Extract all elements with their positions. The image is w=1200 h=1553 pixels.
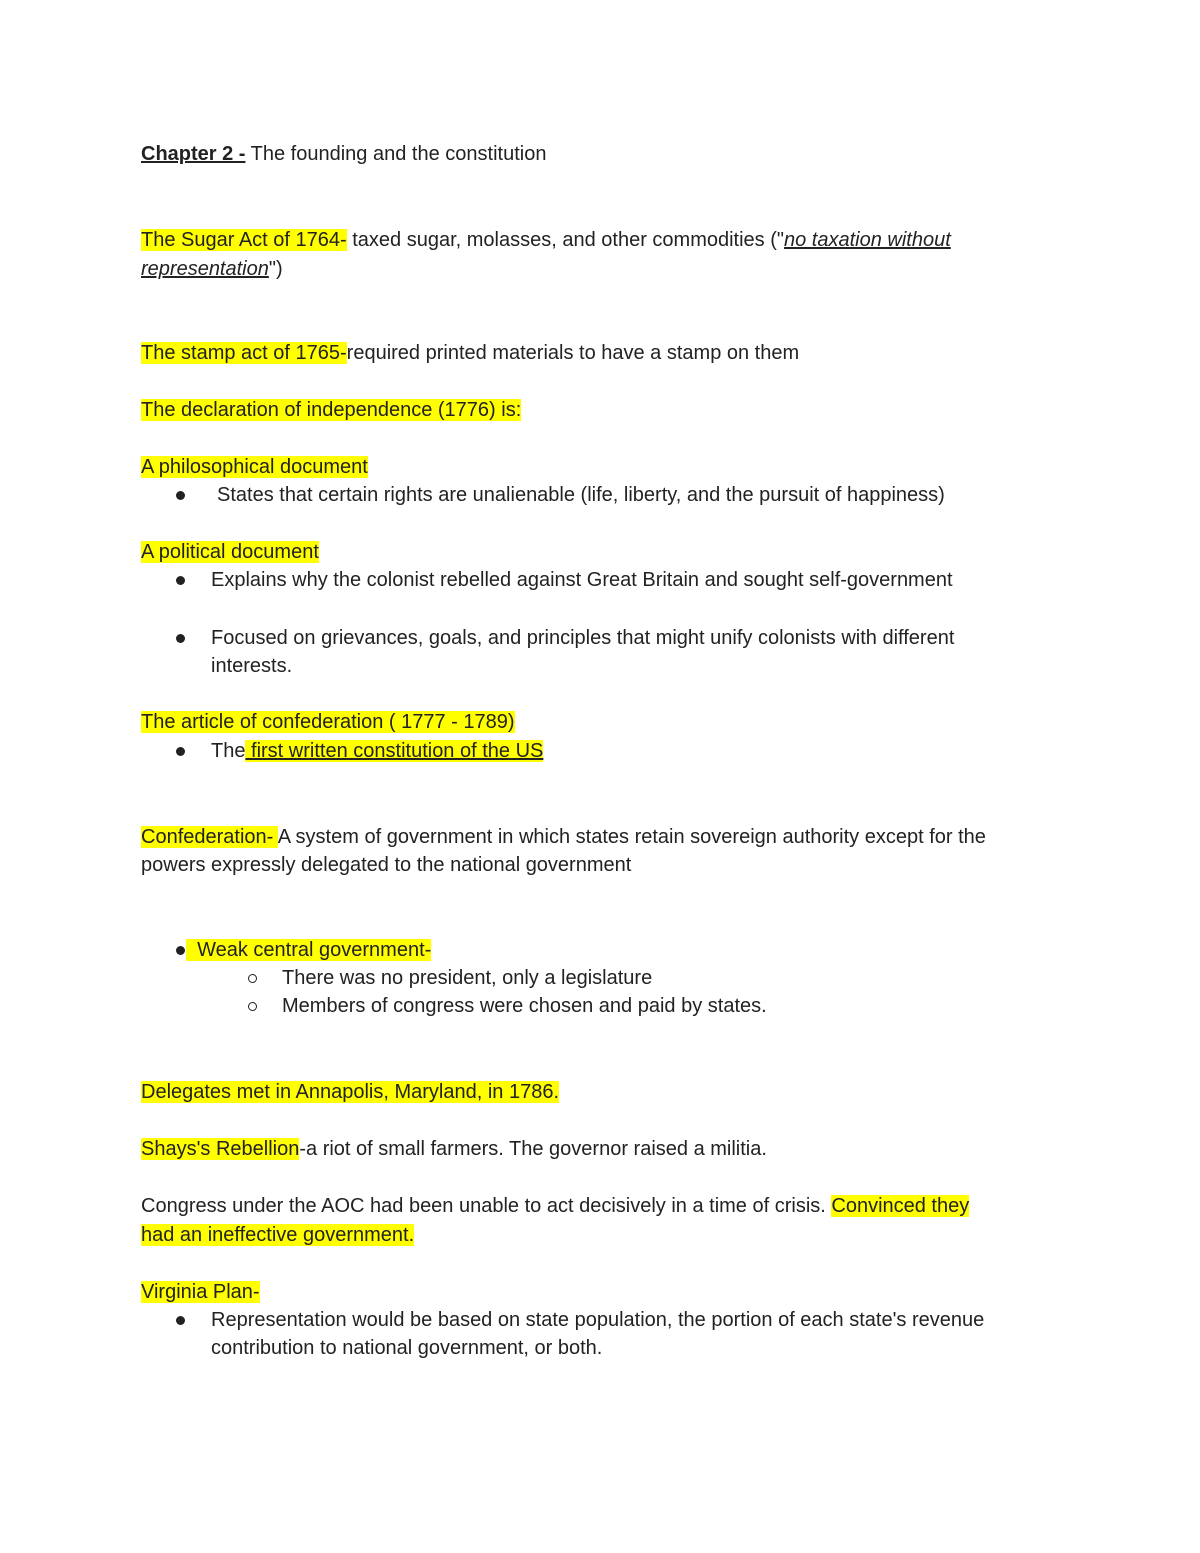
bullet-icon [176,1316,185,1325]
confederation-text: A system of government in which states retain sovereign authority except for the [277,826,986,848]
sugar-act-quote-2: representation [141,258,269,280]
political-term: A political document [141,541,319,563]
philosophical-line [141,453,368,481]
congress-text: Congress under the AOC had been unable to act decisively in a time of crisis. [141,1195,832,1217]
bullet-icon [176,946,185,955]
congress-highlight: Convinced they [831,1195,970,1217]
chapter-heading [141,140,546,168]
weak-government-sub-1: There was no president, only a legislature [282,967,653,989]
bullet-icon [176,747,185,756]
political-bullet-2: Focused on grievances, goals, and principles that might unify colonists with different [211,627,955,649]
congress-line [141,1192,969,1220]
shays-text: -a riot of small farmers. The governor raised a militia. [299,1138,767,1160]
sugar-act-term: The Sugar Act of 1764- [141,229,347,251]
articles-bullet [211,737,543,765]
declaration-line [141,396,521,424]
shays-line [141,1135,767,1163]
bullet-icon [176,491,185,500]
shays-term: Shays's Rebellion [141,1138,300,1160]
annapolis-line [141,1078,559,1106]
sugar-act-line-2 [141,255,283,283]
congress-line-2 [141,1221,414,1249]
sugar-act-quote: no taxation without [784,229,951,251]
weak-government-sub-2: Members of congress were chosen and paid by states. [282,995,767,1017]
chapter-label: Chapter 2 - [141,143,246,165]
political-bullet-1: Explains why the colonist rebelled against Great Britain and sought self-government [211,569,953,591]
philosophical-bullet: States that certain rights are unalienable (life, liberty, and the pursuit of happiness) [217,484,945,506]
articles-bullet-highlight: first written constitution of the US [245,740,544,762]
philosophical-term: A philosophical document [141,456,368,478]
sugar-act-close: ") [268,258,283,280]
political-line [141,538,319,566]
confederation-line-2: powers expressly delegated to the national government [141,854,632,876]
confederation-term: Confederation- [141,826,278,848]
virginia-term: Virginia Plan- [141,1281,260,1303]
chapter-title: The founding and the constitution [245,143,547,165]
stamp-act-line [141,339,799,367]
virginia-line [141,1278,260,1306]
political-bullet-2-cont: interests. [211,655,293,677]
circle-bullet-icon [248,974,257,983]
congress-highlight-2: had an ineffective government. [141,1224,415,1246]
bullet-icon [176,634,185,643]
articles-line [141,708,515,736]
stamp-act-text: required printed materials to have a stamp on them [346,342,800,364]
articles-bullet-prefix: The [211,740,246,762]
declaration-term: The declaration of independence (1776) is: [141,399,522,421]
sugar-act-line [141,226,951,254]
articles-term: The article of confederation ( 1777 - 1789) [141,711,515,733]
virginia-bullet: Representation would be based on state population, the portion of each state's revenue [211,1309,985,1331]
bullet-icon [176,576,185,585]
circle-bullet-icon [248,1002,257,1011]
sugar-act-text: taxed sugar, molasses, and other commodities (" [346,229,784,251]
weak-government-line [186,936,431,964]
virginia-bullet-cont: contribution to national government, or both. [211,1337,603,1359]
stamp-act-term: The stamp act of 1765- [141,342,347,364]
weak-government-term: Weak central government- [186,939,432,961]
confederation-line [141,823,986,851]
annapolis-term: Delegates met in Annapolis, Maryland, in 1786. [141,1081,560,1103]
